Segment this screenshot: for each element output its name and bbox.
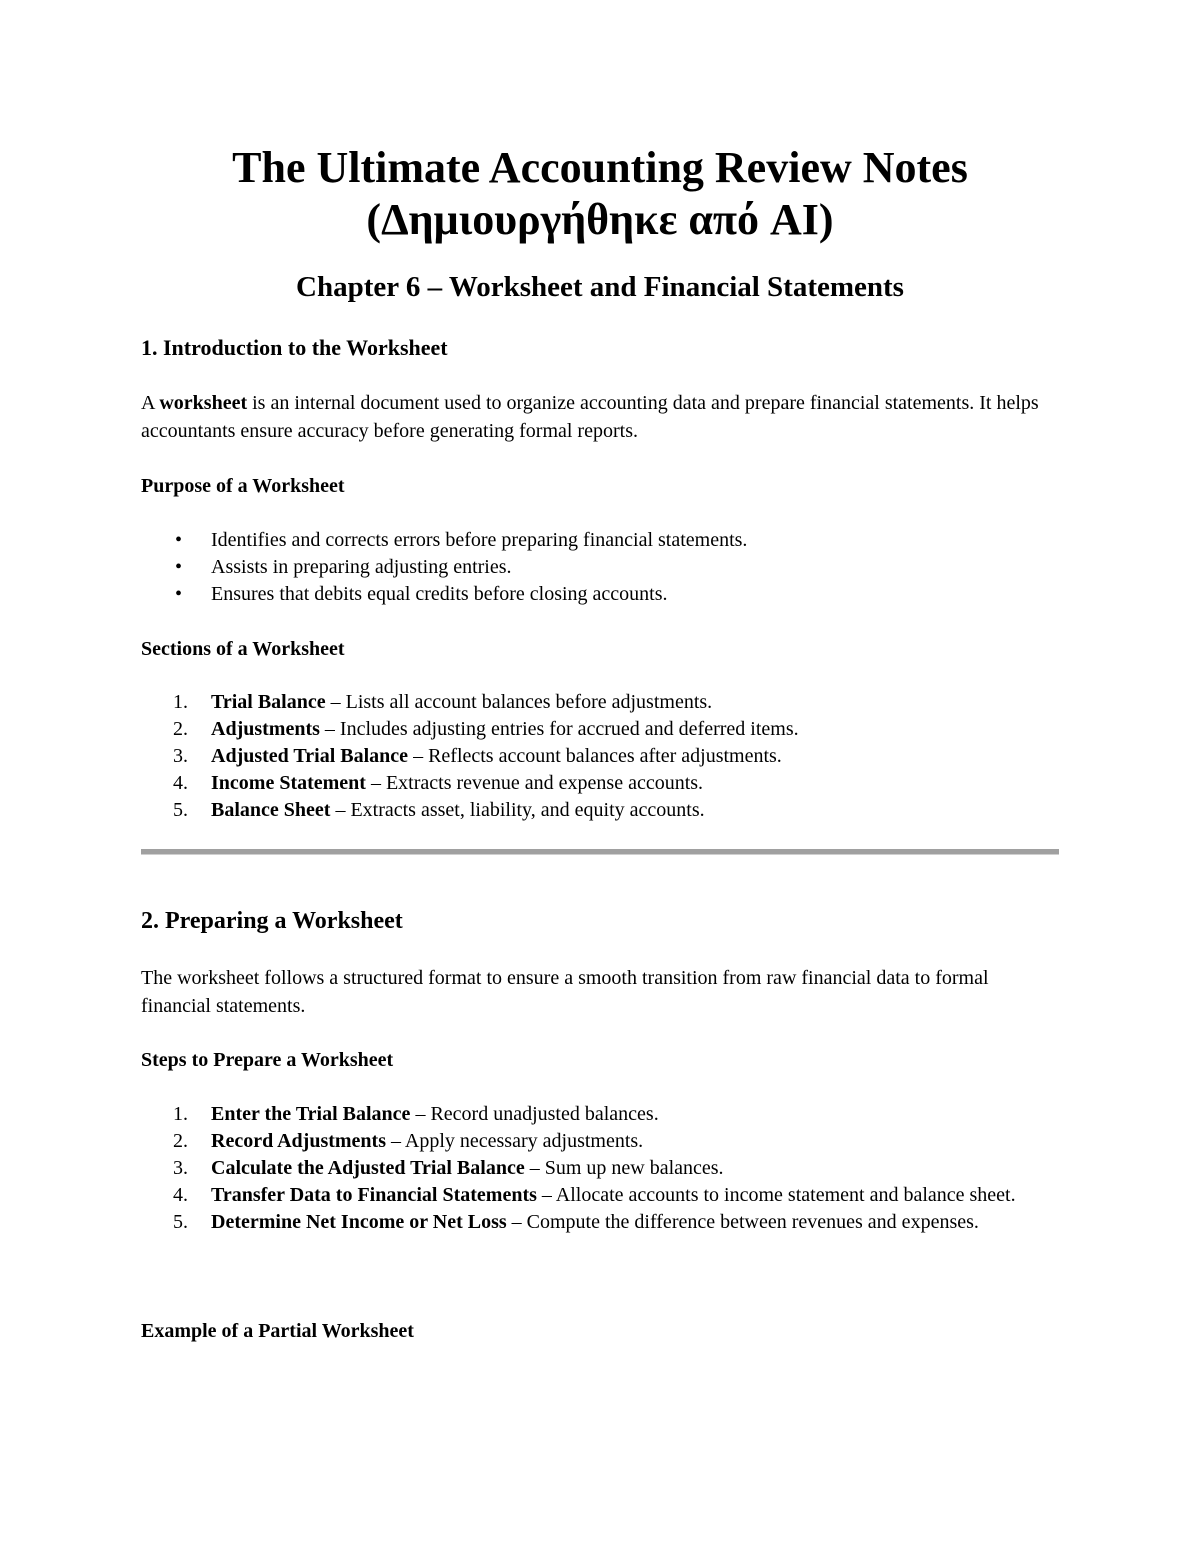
intro-term: worksheet <box>159 392 248 414</box>
steps-list <box>141 1101 1059 1236</box>
sections-list <box>141 689 1059 824</box>
list-item: • Assists in preparing adjusting entries. <box>141 554 1059 581</box>
title-line-2: (Δημιουργήθηκε από AI) <box>366 195 834 244</box>
bullet-icon: • <box>175 529 183 551</box>
section-2-intro: The worksheet follows a structured format to ensure a smooth transition from raw financial data to formal financial statements. <box>141 967 989 1017</box>
section-2-heading: 2. Preparing a Worksheet <box>141 908 403 934</box>
list-item: 2. Adjustments – Includes adjusting entries for accrued and deferred items. <box>173 718 799 740</box>
sections-heading: Sections of a Worksheet <box>141 638 345 660</box>
purpose-list <box>141 527 1059 608</box>
list-item: 5. Balance Sheet – Extracts asset, liability, and equity accounts. <box>173 799 705 821</box>
list-item: 1. Trial Balance – Lists all account balances before adjustments. <box>173 691 713 713</box>
list-item: 4. Transfer Data to Financial Statements – Allocate accounts to income statement and balance sheet. <box>173 1184 1016 1206</box>
list-item: • Ensures that debits equal credits before closing accounts. <box>141 581 1059 608</box>
intro-rest: is an internal document used to organize accounting data and prepare financial statements. It helps accountants ensure accuracy before generating formal reports. <box>141 392 1039 442</box>
list-item: 1. Enter the Trial Balance – Record unadjusted balances. <box>173 1103 659 1125</box>
bullet-icon: • <box>175 583 183 605</box>
horizontal-divider <box>141 849 1059 855</box>
title-line-1: The Ultimate Accounting Review Notes <box>232 143 968 192</box>
list-item: • Identifies and corrects errors before preparing financial statements. <box>141 527 1059 554</box>
bullet-icon: • <box>175 556 183 578</box>
list-item: 2. Record Adjustments – Apply necessary adjustments. <box>173 1130 644 1152</box>
document-title <box>141 142 1059 246</box>
section-1-intro <box>141 389 1059 445</box>
list-item: 3. Adjusted Trial Balance – Reflects account balances after adjustments. <box>173 745 782 767</box>
example-heading: Example of a Partial Worksheet <box>141 1320 414 1342</box>
intro-prefix: A <box>141 392 160 414</box>
chapter-heading: Chapter 6 – Worksheet and Financial Statements <box>296 271 904 303</box>
list-item: 3. Calculate the Adjusted Trial Balance – Sum up new balances. <box>173 1157 724 1179</box>
list-item: 4. Income Statement – Extracts revenue and expense accounts. <box>173 772 704 794</box>
section-1-heading: 1. Introduction to the Worksheet <box>141 335 448 360</box>
purpose-heading: Purpose of a Worksheet <box>141 475 345 497</box>
steps-heading: Steps to Prepare a Worksheet <box>141 1049 394 1071</box>
list-item: 5. Determine Net Income or Net Loss – Compute the difference between revenues and expenses. <box>173 1211 979 1233</box>
